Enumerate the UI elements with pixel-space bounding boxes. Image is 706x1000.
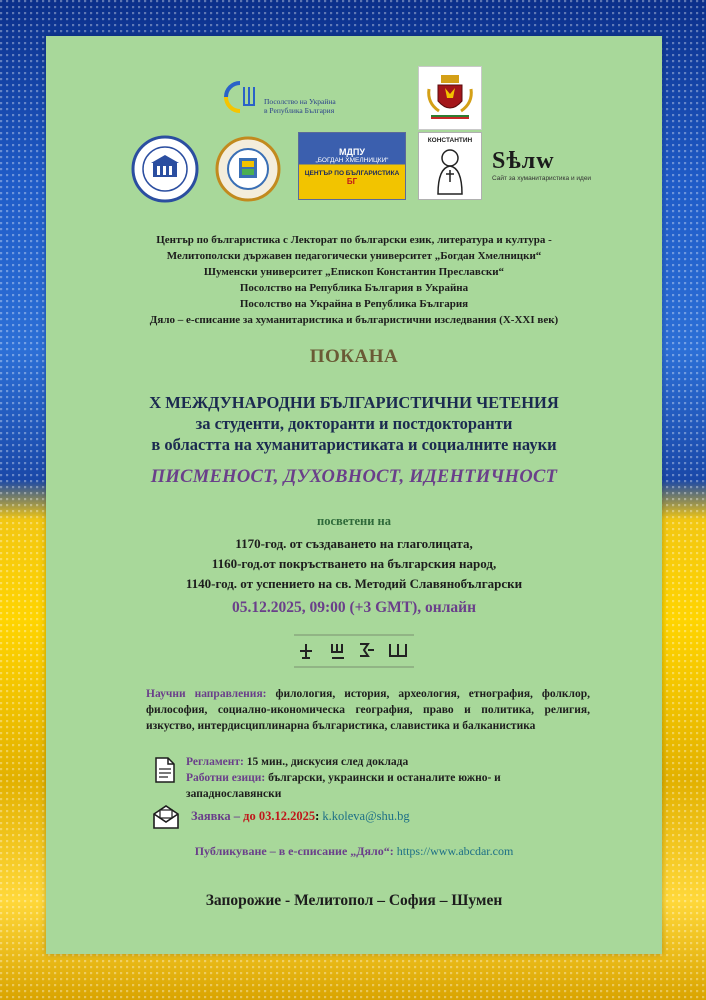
dedication-line: 1140-год. от успението на св. Методий Славянобългарски xyxy=(185,576,523,591)
regulation-label: Регламент: xyxy=(186,756,244,768)
ukraine-trident-icon xyxy=(218,77,262,117)
organizer-line: Посолство на Република България в Украйна xyxy=(239,282,469,294)
mdpu-label-2: „БОГДАН ХМЕЛНИЦКИ“ xyxy=(315,156,389,164)
languages-label: Работни езици: xyxy=(186,772,266,784)
konstantin-preslavski-logo xyxy=(418,132,482,200)
dyalo-wordmark: Ѕѣлw xyxy=(492,148,555,174)
glagolitic-letters xyxy=(294,632,414,670)
directions-label: Научни направления: xyxy=(146,688,267,700)
shumen-seal-icon xyxy=(215,136,281,202)
dedication-line: 1170-год. от създаването на глаголицата, xyxy=(235,536,473,551)
event-title-line: за студенти, докторанти и постдокторанти xyxy=(195,414,513,433)
organizer-line: Дяло – е-списание за хуманитаристика и българистични изследвания (X-XXI век) xyxy=(149,314,559,326)
bulgaria-coat-of-arms xyxy=(418,66,482,130)
organizer-line: Мелитополски държавен педагогически университет „Богдан Хмелницки“ xyxy=(166,250,542,262)
languages-line xyxy=(146,770,590,802)
embassy-ukraine-logo xyxy=(218,70,378,124)
event-title-line: в областта на хуманитаристиката и социалните науки xyxy=(151,435,557,454)
embassy-ukraine-label-2: в Република България xyxy=(264,106,335,115)
application-line: Заявка – до 03.12.2025: k.koleva@shu.bg xyxy=(191,809,410,823)
university-seal-icon xyxy=(131,135,199,203)
research-directions xyxy=(146,686,590,734)
regulation-text: 15 мин., дискусия след доклада xyxy=(246,756,409,768)
invitation-heading: ПОКАНА xyxy=(309,346,399,367)
mdpu-bulgaristics-center-logo xyxy=(298,132,406,200)
application-deadline: до 03.12.2025 xyxy=(243,809,316,823)
dyalo-journal-logo xyxy=(492,140,642,190)
konstantin-label: КОНСТАНТИН xyxy=(427,136,473,144)
regulation-line xyxy=(146,754,590,770)
mdpu-label-1: МДПУ xyxy=(339,146,365,157)
regulation-block xyxy=(146,754,590,802)
shumen-university-seal xyxy=(214,134,282,204)
organizer-line: Посолство на Украйна в Република България xyxy=(239,298,469,310)
application-label: Заявка – xyxy=(191,809,240,823)
languages-text: български, украински и останалите южно- и западнославянски xyxy=(186,772,501,800)
publication-url-link[interactable]: https://www.abcdar.com xyxy=(396,844,514,858)
dyalo-caption: Сайт за хуманитаристика и идеи xyxy=(492,175,592,182)
mdpu-label-4: БГ xyxy=(346,176,358,186)
mdpu-label-3: ЦЕНТЪР ПО БЪЛГАРИСТИКА xyxy=(304,169,400,177)
dedicated-heading: посветени на xyxy=(317,514,391,528)
application-email-link[interactable]: k.koleva@shu.bg xyxy=(322,809,410,823)
event-theme: ПИСМЕНОСТ, ДУХОВНОСТ, ИДЕНТИЧНОСТ xyxy=(150,467,558,487)
saint-portrait-icon xyxy=(426,144,474,196)
coat-of-arms-icon xyxy=(423,71,477,125)
directions-text: филология, история, археология, етнография, фолклор, философия, социално-икономическа география, право и политика, религия, изкуство, интердисциплинарна българистика, славистика и балканистика xyxy=(146,688,591,732)
event-datetime: 05.12.2025, 09:00 (+3 GMT), онлайн xyxy=(231,599,477,616)
mail-icon xyxy=(152,804,180,835)
melitopol-university-seal xyxy=(130,134,200,204)
organizers-list xyxy=(46,232,662,328)
organizer-line: Център по българистика с Лекторат по български език, литература и култура - xyxy=(156,234,552,246)
embassy-ukraine-label-1: Посолство на Украйна xyxy=(264,97,336,106)
dedications-list xyxy=(46,534,662,594)
dedication-line: 1160-год.от покръстването на българския народ, xyxy=(211,556,497,571)
publication-label: Публикуване – в е-списание „Дяло“: xyxy=(194,844,394,858)
event-title-line: X МЕЖДУНАРОДНИ БЪЛГАРИСТИЧНИ ЧЕТЕНИЯ xyxy=(149,393,559,412)
invitation-card xyxy=(46,36,662,954)
publication-line xyxy=(46,844,662,859)
organizer-line: Шуменски университет „Епископ Константин Преславски“ xyxy=(203,266,505,278)
cities-line: Запорожие - Мелитопол – София – Шумен xyxy=(205,892,503,909)
event-title xyxy=(46,392,662,455)
glagolitic-ornament-icon xyxy=(294,634,414,668)
